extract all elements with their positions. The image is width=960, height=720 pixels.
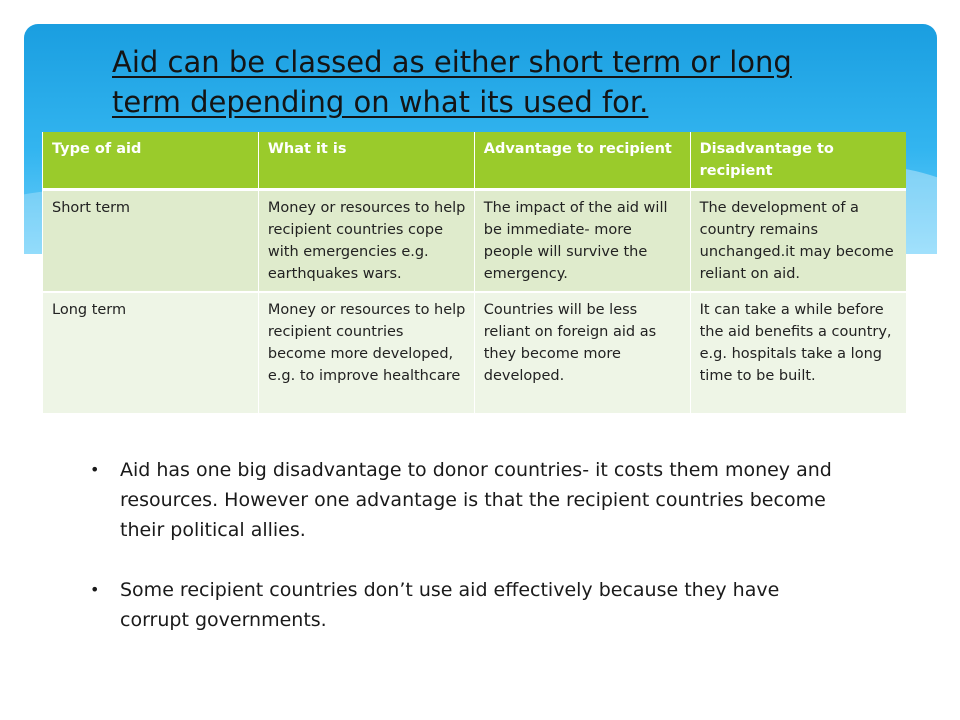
bullet-icon: •: [90, 460, 100, 479]
list-item: [90, 575, 850, 635]
table-cell: Long term: [43, 292, 259, 413]
table-cell: Countries will be less reliant on foreign aid as they become more developed.: [474, 292, 690, 413]
table-cell: Money or resources to help recipient countries become more developed, e.g. to improve healthcare: [258, 292, 474, 413]
table-header-row: [43, 132, 907, 190]
bullet-list: [90, 455, 850, 665]
header-type-of-aid: Type of aid: [43, 132, 259, 190]
table-cell: The impact of the aid will be immediate- more people will survive the emergency.: [474, 190, 690, 293]
header-disadvantage: Disadvantage to recipient: [690, 132, 906, 190]
table-row: [43, 292, 907, 413]
table-cell: The development of a country remains unchanged.it may become reliant on aid.: [690, 190, 906, 293]
slide-title: Aid can be classed as either short term or long term depending on what its used for.: [112, 45, 792, 119]
header-advantage: Advantage to recipient: [474, 132, 690, 190]
bullet-text: Aid has one big disadvantage to donor countries- it costs them money and resources. However one advantage is that the recipient countries become their political allies.: [120, 459, 832, 541]
table-cell: Short term: [43, 190, 259, 293]
bullet-icon: •: [90, 580, 100, 599]
bullet-text: Some recipient countries don’t use aid effectively because they have corrupt governments.: [120, 579, 780, 631]
header-what-it-is: What it is: [258, 132, 474, 190]
table-cell: Money or resources to help recipient countries cope with emergencies e.g. earthquakes wars.: [258, 190, 474, 293]
list-item: [90, 455, 850, 545]
table-row: [43, 190, 907, 293]
aid-table: [42, 132, 906, 413]
table-cell: It can take a while before the aid benefits a country, e.g. hospitals take a long time to be built.: [690, 292, 906, 413]
